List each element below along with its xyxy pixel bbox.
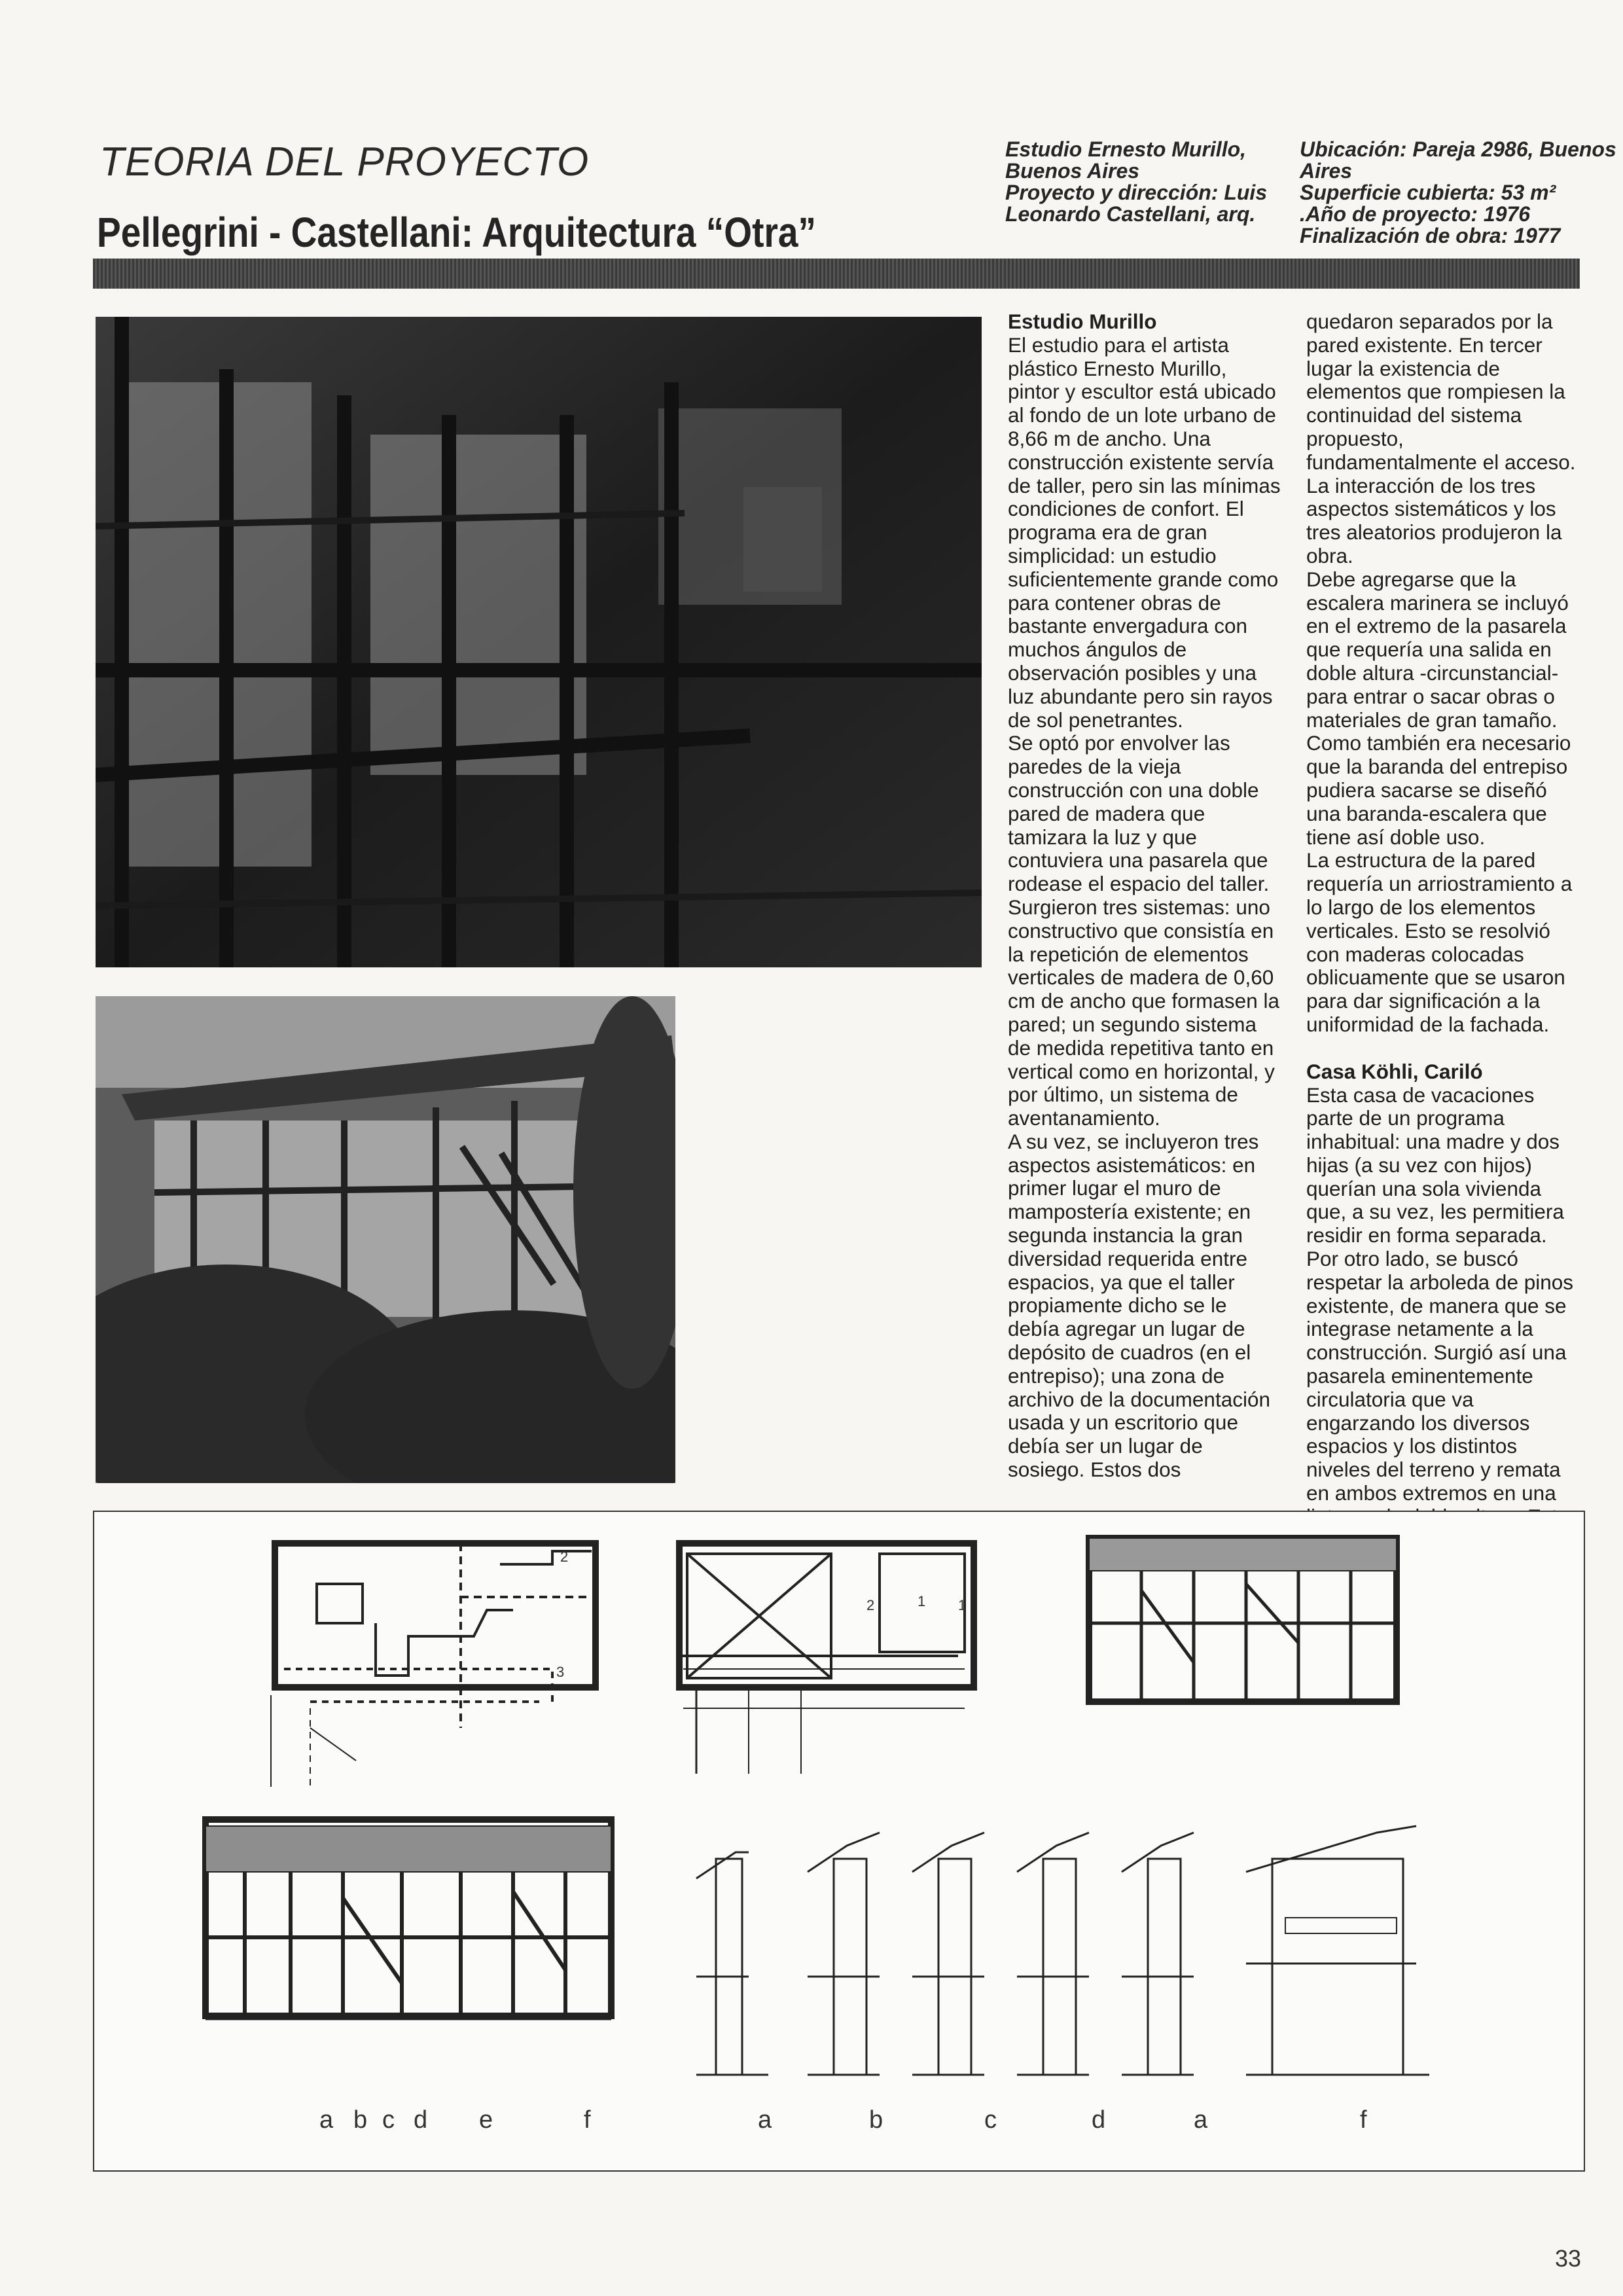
front-elevation	[205, 1820, 611, 2019]
floor-plan-ground	[271, 1543, 596, 1787]
floor-plan-upper	[679, 1543, 974, 1774]
elevation-letter: a	[319, 2106, 334, 2134]
article-column-2	[1306, 310, 1580, 1575]
architectural-drawings	[93, 1511, 1585, 2172]
elevation-letter: c	[382, 2106, 395, 2134]
paragraph: A su vez, se incluyeron tres aspectos asistemáticos: en primer lugar el muro de mampostería existente; en segunda instancia la gran diversidad requerida entre espacios, ya que el taller propiamente dicho se le debía agregar un lugar de depósito de cuadros (en el entrepiso); una zona de archivo de la documentación usada y un escritorio que debía ser un lugar de sosiego. Estos dos	[1008, 1129, 1270, 1482]
facts-line: Ubicación: Pareja 2986, Buenos	[1300, 137, 1616, 161]
plan-label: 2	[560, 1549, 569, 1565]
paragraph: Se optó por envolver las paredes de la vieja construcción con una doble pared de madera que tamizara la luz y que contuviera una pasarela que rodease el espacio del taller.	[1008, 731, 1270, 896]
section-label: TEORIA DEL PROYECTO	[99, 139, 590, 185]
elevation-letter: f	[584, 2106, 591, 2134]
plan-label: 1	[958, 1597, 967, 1613]
facts-block	[1300, 139, 1616, 247]
credits-line: Buenos Aires	[1005, 159, 1140, 183]
elevation-letter: b	[353, 2106, 368, 2134]
interior-photo	[96, 317, 982, 967]
section-letter: f	[1360, 2106, 1367, 2134]
wall-detail-sections	[696, 1826, 1429, 2075]
facts-line: Aires	[1300, 159, 1353, 183]
section-letter: b	[869, 2106, 883, 2134]
facts-line: Finalización de obra: 1977	[1300, 224, 1561, 247]
paragraph: El estudio para el artista plástico Ernesto Murillo, pintor y escultor está ubicado al fondo de un lote urbano de 8,66 m de ancho. Una construcción existente servía de taller, pero sin las mínimas condiciones de confort. El programa era de gran simplicidad: un estudio suficientemente grande como para contener obras de bastante envergadura con muchos ángulos de observación posibles y una luz abundante pero sin rayos de sol penetrantes.	[1008, 332, 1281, 732]
article-title: Pellegrini - Castellani: Arquitectura “Otra”	[97, 209, 816, 256]
section-heading: Estudio Murillo	[1008, 310, 1157, 333]
plan-label: 2	[866, 1597, 875, 1613]
article-column-1	[1008, 310, 1283, 1482]
paragraph: Surgieron tres sistemas: uno constructivo que consistía en la repetición de elementos verticales de madera de 0,60 cm de ancho que formasen la pared; un segundo sistema de medida repetitiva tanto en vertical como en horizontal, y por último, un sistema de aventanamiento.	[1008, 895, 1279, 1130]
credits-line: Leonardo Castellani, arq.	[1005, 202, 1256, 226]
exterior-photo	[96, 996, 675, 1483]
credits-block	[1005, 139, 1267, 225]
section-letter: a	[1194, 2106, 1208, 2134]
credits-line: Proyecto y dirección: Luis	[1005, 181, 1268, 204]
building-section	[1089, 1538, 1397, 1702]
section-heading: Casa Köhli, Cariló	[1306, 1059, 1483, 1083]
paragraph: Debe agregarse que la escalera marinera se incluyó en el extremo de la pasarela que requería una salida en doble altura -circunstancial- para entrar o sacar obras o materiales de gran tamaño. Como también era necesario que la baranda del entrepiso pudiera sacarse se diseñó una baranda-escalera que tiene así doble uso.	[1306, 567, 1571, 849]
credits-line: Estudio Ernesto Murillo,	[1005, 137, 1247, 161]
section-letter: a	[758, 2106, 772, 2134]
paragraph: quedaron separados por la pared existente. En tercer lugar la existencia de elementos que rompiesen la continuidad del sistema propuesto, fundamentalmente el acceso.	[1306, 310, 1576, 474]
facts-line: .Año de proyecto: 1976	[1300, 202, 1531, 226]
plan-label: 3	[556, 1664, 565, 1680]
paragraph: Esta casa de vacaciones parte de un programa inhabitual: una madre y dos hijas (a su vez con hijos) querían una sola vivienda que, a su vez, les permitiera residir en forma separada. Por otro lado, se buscó respetar la arboleda de pinos existente, de manera que se integrase netamente a la construcción. Surgió así una pasarela eminentemente circulatoria que va engarzando los diversos espacios y los distintos niveles del terreno y remata en ambos extremos en una	[1306, 1083, 1574, 1505]
section-letter: c	[984, 2106, 997, 2134]
paragraph: La interacción de los tres aspectos sistemáticos y los tres aleatorios produjeron la obra.	[1306, 473, 1562, 567]
header-rule-bar	[93, 259, 1580, 289]
plan-label: 1	[918, 1593, 926, 1609]
elevation-letter: e	[479, 2106, 493, 2134]
page-number: 33	[1554, 2245, 1581, 2272]
elevation-letter: d	[414, 2106, 428, 2134]
facts-line: Superficie cubierta: 53 m²	[1300, 181, 1556, 204]
section-letter: d	[1092, 2106, 1106, 2134]
paragraph: La estructura de la pared requería un arriostramiento a lo largo de los elementos verticales. Esto se resolvió con maderas colocadas oblicuamente que se usaron para dar significación a la uniformidad de la fachada.	[1306, 848, 1573, 1036]
